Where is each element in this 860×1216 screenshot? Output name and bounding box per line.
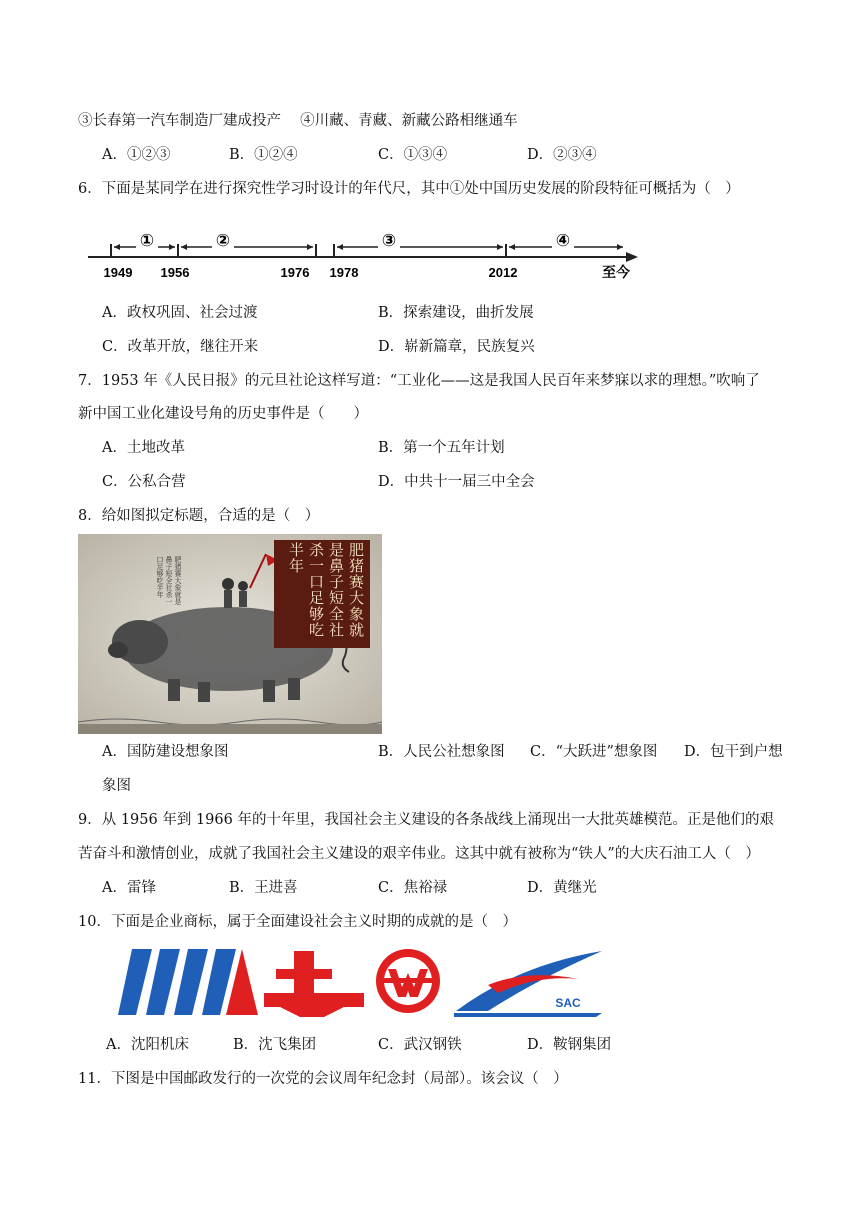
q6-stem: 6．下面是某同学在进行探究性学习时设计的年代尺，其中①处中国历史发展的阶段特征可概括为（ ） — [78, 181, 740, 197]
q8-option-a[interactable]: A．国防建设想象图 — [102, 744, 229, 760]
q5-statement-cont: ③长春第一汽车制造厂建成投产 ④川藏、青藏、新藏公路相继通车 — [78, 113, 518, 129]
q8-stem: 8．给如图拟定标题，合适的是（ ） — [78, 508, 320, 524]
q10-option-c[interactable]: C．武汉钢铁 — [378, 1037, 462, 1053]
q6-option-d[interactable]: D．崭新篇章，民族复兴 — [378, 339, 535, 355]
q7-stem-line2: 新中国工业化建设号角的历史事件是（ ） — [78, 406, 368, 422]
q6-option-c[interactable]: C．改革开放，继往开来 — [102, 339, 259, 355]
q6-option-b[interactable]: B．探索建设，曲折发展 — [378, 305, 534, 321]
q8-option-d[interactable]: D．包干到户想 — [684, 744, 783, 760]
enterprise-logos — [118, 945, 608, 1023]
q7-option-b[interactable]: B．第一个五年计划 — [378, 440, 505, 456]
logo-d-sac-text: SAC — [555, 996, 581, 1010]
q10-option-a[interactable]: A．沈阳机床 — [106, 1037, 189, 1053]
q10-option-b[interactable]: B．沈飞集团 — [233, 1037, 317, 1053]
q9-stem-line1: 9．从 1956 年到 1966 年的十年里，我国社会主义建设的各条战线上涌现出一大批英雄模范。正是他们的艰 — [78, 812, 774, 828]
q7-stem-line1: 7．1953 年《人民日报》的元旦社论这样写道：“工业化——这是我国人民百年来梦寐以求的理想。”吹响了 — [78, 373, 760, 389]
q9-option-c[interactable]: C．焦裕禄 — [378, 880, 448, 896]
q7-option-a[interactable]: A．土地改革 — [102, 440, 185, 456]
q7-option-c[interactable]: C．公私合营 — [102, 474, 186, 490]
big-pig-poster-image — [78, 534, 382, 734]
timeline-year-now: 至今 — [602, 264, 630, 280]
q7-option-d[interactable]: D．中共十一届三中全会 — [378, 474, 535, 490]
timeline-year-1956: 1956 — [160, 265, 190, 280]
q10-stem: 10．下面是企业商标，属于全面建设社会主义时期的成就的是（ ） — [78, 914, 517, 930]
timeline-year-1978: 1978 — [329, 265, 359, 280]
poster-slogan-board: 肥猪赛大象就是鼻子短全社杀一口足够吃半年 — [274, 540, 370, 648]
q9-stem-line2: 苦奋斗和激情创业，成就了我国社会主义建设的艰辛伟业。这其中就有被称为“铁人”的大庆石油工人（ ） — [78, 846, 760, 862]
q5-option-c[interactable]: C．①③④ — [378, 147, 448, 163]
q8-option-b[interactable]: B．人民公社想象图 — [378, 744, 505, 760]
q9-option-d[interactable]: D．黄继光 — [527, 880, 597, 896]
timeline-year-1976: 1976 — [280, 265, 310, 280]
q9-option-b[interactable]: B．王进喜 — [229, 880, 298, 896]
q5-option-b[interactable]: B．①②④ — [229, 147, 298, 163]
q10-option-d[interactable]: D．鞍钢集团 — [527, 1037, 612, 1053]
timeline-year-1949: 1949 — [103, 265, 133, 280]
logo-d-angang — [454, 951, 602, 1017]
logo-a-shenyang-machine-tool — [118, 949, 258, 1015]
q8-option-d-cont: 象图 — [102, 778, 131, 794]
q5-option-a[interactable]: A．①②③ — [102, 147, 171, 163]
logo-b-shenfei — [264, 951, 364, 1017]
logo-c-wuhan-steel — [376, 949, 440, 1013]
poster-small-caption: 肥猪赛大象就是鼻子短全社杀一口足够吃半年 — [156, 556, 182, 605]
q6-option-a[interactable]: A．政权巩固、社会过渡 — [102, 305, 258, 321]
timeline-marker-1: ① — [139, 231, 155, 250]
q5-option-d[interactable]: D．②③④ — [527, 147, 597, 163]
q8-option-c[interactable]: C．“大跃进”想象图 — [530, 744, 658, 760]
timeline-ruler — [78, 222, 648, 286]
timeline-marker-4: ④ — [555, 231, 571, 250]
timeline-year-2012: 2012 — [488, 265, 518, 280]
q9-option-a[interactable]: A．雷锋 — [102, 880, 156, 896]
q11-stem: 11．下图是中国邮政发行的一次党的会议周年纪念封（局部）。该会议（ ） — [78, 1071, 568, 1087]
timeline-marker-3: ③ — [381, 231, 397, 250]
timeline-marker-2: ② — [215, 231, 231, 250]
